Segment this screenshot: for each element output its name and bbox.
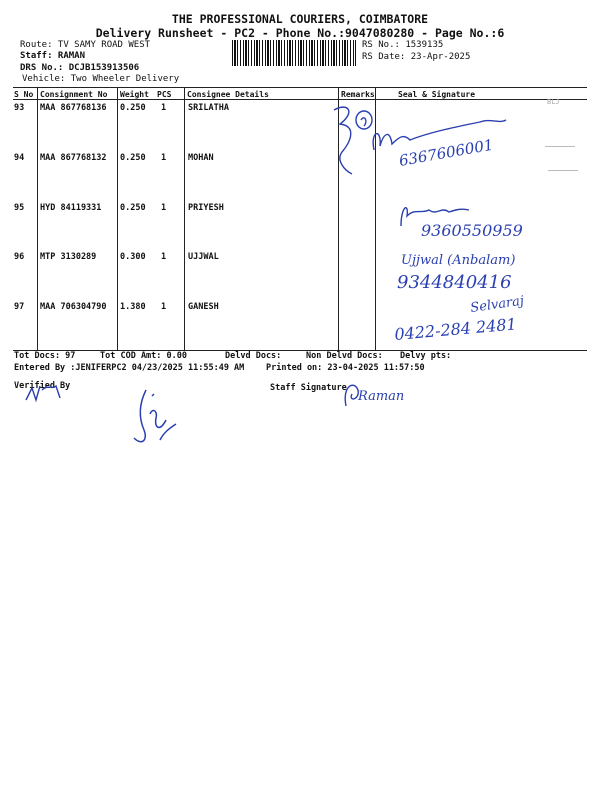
rs-number: RS No.: 1539135 [362, 40, 444, 50]
row-pcs: 1 [161, 302, 167, 312]
col-header-weight: Weight [120, 90, 149, 99]
row-consignee: SRILATHA [188, 103, 229, 113]
col-header-sno: S No [14, 90, 34, 99]
handwritten-signature-row97 [395, 294, 585, 346]
verifier-signature [120, 380, 190, 460]
row-weight: 0.250 [120, 153, 146, 163]
row-weight: 0.250 [120, 203, 146, 213]
handwritten-signature-row95 [395, 196, 585, 246]
svg-text:Raman: Raman [358, 389, 405, 404]
handwritten-signature-row96 [395, 246, 585, 296]
svg-text:9360550959: 9360550959 [421, 221, 523, 240]
rs-date: RS Date: 23-Apr-2025 [362, 52, 471, 62]
company-title: THE PROFESSIONAL COURIERS, COIMBATORE [171, 12, 429, 26]
row-sno: 97 [14, 302, 25, 312]
row-sno: 93 [14, 103, 25, 113]
col-divider [184, 88, 185, 350]
route-text: Route: TV SAMY ROAD WEST [20, 40, 151, 50]
row-consignee: MOHAN [188, 153, 214, 163]
row-consignee: GANESH [188, 302, 219, 312]
svg-text:Selvaraj: Selvaraj [469, 293, 525, 316]
row-weight: 0.250 [120, 103, 146, 113]
table-top-rule [13, 87, 587, 88]
runsheet-subtitle: Delivery Runsheet - PC2 - Phone No.:9047080280 - Page No.:6 [95, 26, 505, 40]
faint-mark: BLJ [547, 98, 560, 106]
drs-number: DRS No.: DCJB153913506 [20, 63, 140, 73]
svg-text:9344840416: 9344840416 [397, 272, 512, 293]
staff-signature-label: Staff Signature [270, 383, 347, 393]
row-pcs: 1 [161, 153, 167, 163]
row-consignment: MAA 867768136 [40, 103, 107, 113]
row-consignee: PRIYESH [188, 203, 224, 213]
entered-by: Entered By :JENIFERPC2 04/23/2025 11:55:49 AM [14, 363, 245, 373]
col-header-remarks: Remarks [341, 90, 375, 99]
col-header-consignment: Consignment No [40, 90, 108, 99]
non-delivered-docs: Non Delvd Docs: [306, 351, 383, 361]
row-pcs: 1 [161, 203, 167, 213]
svg-text:Ujjwal (Anbalam): Ujjwal (Anbalam) [401, 253, 516, 268]
total-cod-amount: Tot COD Amt: 0.00 [100, 351, 187, 361]
verifier-initials [22, 380, 82, 410]
col-header-consignee: Consignee Details [187, 90, 269, 99]
col-divider [37, 88, 38, 350]
col-divider [117, 88, 118, 350]
row-consignment: MAA 867768132 [40, 153, 107, 163]
row-weight: 0.300 [120, 252, 146, 262]
delivery-points: Delvy pts: [400, 351, 452, 361]
svg-text:0422-284 2481: 0422-284 2481 [393, 314, 518, 344]
row-pcs: 1 [161, 252, 167, 262]
col-header-pcs: PCS [157, 90, 172, 99]
svg-text:6367606001: 6367606001 [397, 135, 495, 170]
row-weight: 1.380 [120, 302, 146, 312]
staff-signature [340, 380, 440, 414]
row-consignment: HYD 84119331 [40, 203, 102, 213]
row-sno: 94 [14, 153, 25, 163]
row-sno: 96 [14, 252, 25, 262]
row-consignment: MTP 3130289 [40, 252, 97, 262]
row-pcs: 1 [161, 103, 167, 113]
row-consignment: MAA 706304790 [40, 302, 107, 312]
row-sno: 95 [14, 203, 25, 213]
row-consignee: UJJWAL [188, 252, 219, 262]
handwritten-signature-row93 [330, 100, 520, 180]
col-header-seal-signature: Seal & Signature [398, 90, 476, 99]
verified-by-label: Verified By [14, 381, 71, 391]
delivered-docs: Delvd Docs: [225, 351, 282, 361]
staff-text: Staff: RAMAN [20, 51, 86, 61]
faint-mark [545, 146, 575, 147]
barcode [232, 40, 356, 66]
faint-mark [548, 170, 578, 171]
printed-on: Printed on: 23-04-2025 11:57:50 [266, 363, 425, 373]
vehicle-text: Vehicle: Two Wheeler Delivery [22, 74, 180, 84]
total-docs: Tot Docs: 97 [14, 351, 76, 361]
